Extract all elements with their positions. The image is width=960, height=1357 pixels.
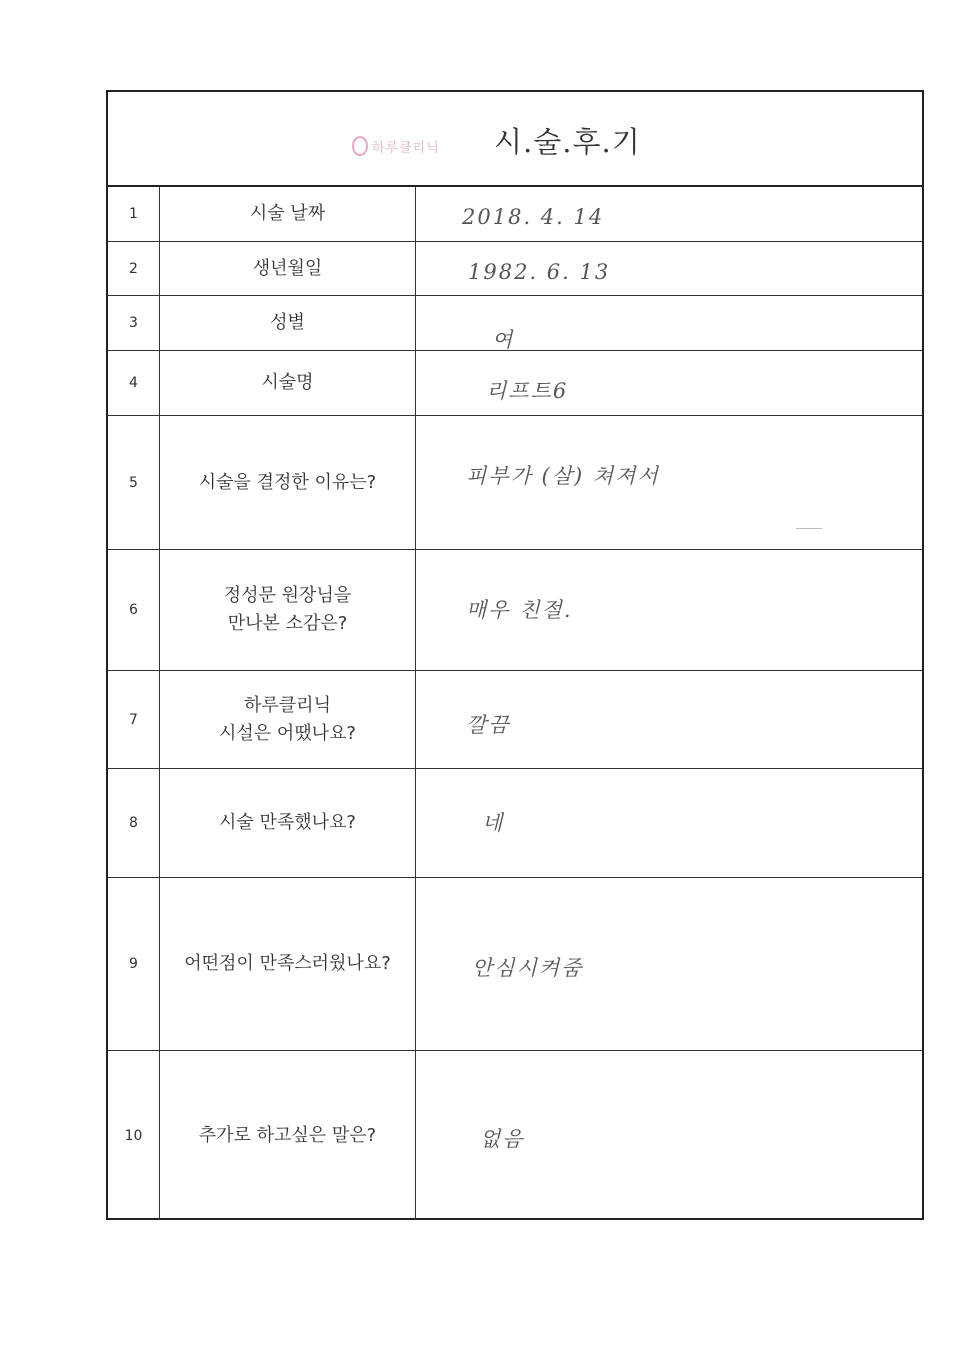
row-answer-cell <box>416 878 922 1050</box>
review-form <box>106 90 924 1220</box>
row-answer: 2018. 4. 14 <box>462 205 605 229</box>
form-row <box>108 242 922 296</box>
row-answer: 리프트6 <box>486 379 569 403</box>
form-row <box>108 416 922 550</box>
row-answer-cell <box>416 416 922 549</box>
row-answer-cell <box>416 550 922 670</box>
row-number: 9 <box>108 878 160 1050</box>
form-row <box>108 671 922 769</box>
clinic-logo-text: 하루클리닉 <box>372 140 440 156</box>
row-question: 시술 만족했나요? <box>160 769 416 877</box>
row-question: 성별 <box>160 296 416 350</box>
form-row <box>108 1051 922 1220</box>
row-answer: 없음 <box>480 1127 525 1151</box>
row-question: 생년월일 <box>160 242 416 295</box>
row-number: 10 <box>108 1051 160 1220</box>
row-question: 하루클리닉 시설은 어땠나요? <box>160 671 416 768</box>
form-row <box>108 296 922 351</box>
row-question: 시술 날짜 <box>160 187 416 241</box>
row-answer-cell <box>416 242 922 295</box>
form-row <box>108 187 922 242</box>
row-answer: 1982. 6. 13 <box>468 260 611 284</box>
row-number: 3 <box>108 296 160 350</box>
row-question: 정성문 원장님을 만나본 소감은? <box>160 550 416 670</box>
row-answer-cell <box>416 187 922 241</box>
row-number: 6 <box>108 550 160 670</box>
form-row <box>108 351 922 416</box>
form-row <box>108 878 922 1051</box>
row-question: 어떤점이 만족스러웠나요? <box>160 878 416 1050</box>
row-number: 5 <box>108 416 160 549</box>
clinic-logo-icon <box>352 136 368 156</box>
row-answer: 네 <box>482 811 505 835</box>
row-question: 추가로 하고싶은 말은? <box>160 1051 416 1220</box>
row-answer-cell <box>416 671 922 768</box>
form-header <box>108 92 922 187</box>
row-answer-cell <box>416 351 922 415</box>
row-answer: 안심시켜줌 <box>472 956 584 980</box>
row-number: 8 <box>108 769 160 877</box>
row-question: 시술을 결정한 이유는? <box>160 416 416 549</box>
row-answer: 매우 친절. <box>466 598 573 622</box>
scan-speck <box>796 528 822 529</box>
row-number: 7 <box>108 671 160 768</box>
row-answer: 피부가 (살) 쳐져서 <box>466 464 660 488</box>
row-number: 1 <box>108 187 160 241</box>
form-title: 시.술.후.기 <box>494 125 641 159</box>
form-row <box>108 550 922 671</box>
clinic-logo <box>352 134 440 158</box>
row-answer: 깔끔 <box>466 713 511 737</box>
row-answer-cell <box>416 296 922 350</box>
row-question: 시술명 <box>160 351 416 415</box>
form-row <box>108 769 922 878</box>
row-answer: 여 <box>492 328 515 352</box>
row-answer-cell <box>416 769 922 877</box>
row-number: 2 <box>108 242 160 295</box>
row-answer-cell <box>416 1051 922 1220</box>
row-number: 4 <box>108 351 160 415</box>
